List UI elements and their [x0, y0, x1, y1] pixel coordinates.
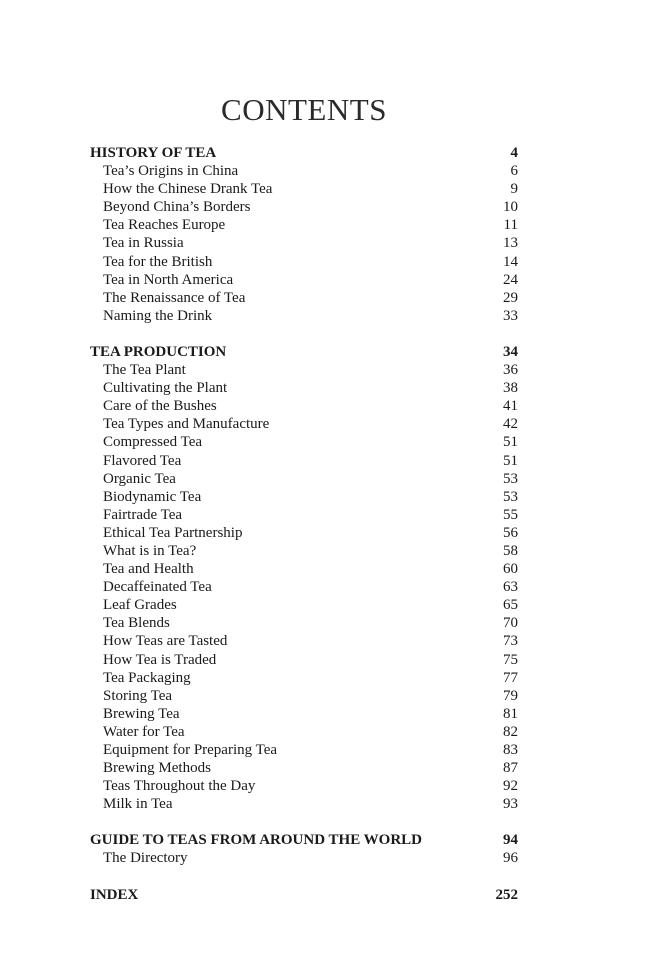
- toc-entry-page-number: 38: [503, 380, 518, 397]
- toc-entry-label: Milk in Tea: [103, 796, 173, 813]
- toc-entry: [90, 433, 518, 451]
- toc-entry-label: Tea Types and Manufacture: [103, 416, 270, 433]
- toc-entry: [90, 723, 518, 741]
- toc-entry: [90, 379, 518, 397]
- toc-entry-page-number: 60: [503, 561, 518, 578]
- toc-entry: [90, 397, 518, 415]
- toc-entry-page-number: 58: [503, 542, 518, 559]
- toc-entry-label: The Tea Plant: [103, 362, 186, 379]
- toc-entry-label: Biodynamic Tea: [103, 488, 202, 505]
- toc-entry: [90, 198, 518, 216]
- toc-entry-page-number: 14: [503, 253, 518, 270]
- toc-entry-page-number: 56: [503, 524, 518, 541]
- toc-entry-page-number: 87: [503, 760, 518, 777]
- toc-entry-page-number: 96: [503, 850, 518, 867]
- toc-entry: [90, 524, 518, 542]
- toc-entry-page-number: 33: [503, 307, 518, 324]
- toc-entry-label: Storing Tea: [103, 687, 173, 704]
- toc-section: [90, 831, 518, 867]
- toc-entry: [90, 578, 518, 596]
- toc-entry: [90, 705, 518, 723]
- toc-entry-label: Water for Tea: [103, 723, 185, 740]
- toc-entry-label: Equipment for Preparing Tea: [103, 742, 278, 758]
- toc-entry-page-number: 92: [503, 778, 518, 795]
- toc-entry-page-number: 51: [503, 434, 518, 451]
- toc-entry-page-number: 51: [503, 452, 518, 469]
- toc-entry-page-number: 81: [503, 705, 518, 722]
- toc-entry-label: What is in Tea?: [103, 542, 197, 559]
- toc-entry-page-number: 73: [503, 633, 518, 650]
- toc-entry-label: How the Chinese Drank Tea: [103, 181, 273, 198]
- toc-entry-label: Tea and Health: [103, 561, 194, 578]
- toc-entry-page-number: 29: [503, 289, 518, 306]
- toc-entry: [90, 488, 518, 506]
- toc-entry-page-number: 6: [510, 163, 518, 180]
- toc-entry-label: The Directory: [103, 850, 188, 867]
- toc-entry: [90, 632, 518, 650]
- toc-entry: [90, 506, 518, 524]
- toc-entry-label: Tea Packaging: [103, 669, 191, 686]
- toc-section-heading: [90, 144, 518, 162]
- toc-heading-label: INDEX: [90, 886, 139, 903]
- toc-entry-label: Naming the Drink: [103, 307, 213, 324]
- toc-entry: [90, 651, 518, 669]
- toc-entry-label: Care of the Bushes: [103, 398, 217, 415]
- toc-entry-label: Leaf Grades: [103, 597, 177, 614]
- toc-entry-label: Cultivating the Plant: [103, 380, 228, 397]
- table-of-contents: [90, 144, 518, 904]
- toc-entry-page-number: 83: [503, 742, 518, 758]
- toc-section: [90, 343, 518, 813]
- toc-entry-label: Fairtrade Tea: [103, 506, 183, 523]
- toc-entry-page-number: 82: [503, 723, 518, 740]
- toc-entry-page-number: 53: [503, 470, 518, 487]
- toc-entry-page-number: 93: [503, 796, 518, 813]
- toc-entry: [90, 849, 518, 867]
- toc-entry-page-number: 24: [503, 271, 518, 288]
- toc-entry-label: Tea in Russia: [103, 235, 184, 252]
- toc-entry: [90, 777, 518, 795]
- toc-entry-label: The Renaissance of Tea: [103, 289, 246, 306]
- toc-entry-page-number: 41: [503, 398, 518, 415]
- toc-entry-label: Decaffeinated Tea: [103, 579, 212, 596]
- toc-entry: [90, 669, 518, 687]
- toc-entry: [90, 470, 518, 488]
- toc-entry-page-number: 79: [503, 687, 518, 704]
- toc-entry-label: Brewing Tea: [103, 705, 180, 722]
- toc-entry-page-number: 75: [503, 651, 518, 668]
- toc-entry: [90, 687, 518, 705]
- toc-entry-page-number: 9: [510, 181, 518, 198]
- toc-entry-page-number: 36: [503, 362, 518, 379]
- toc-entry: [90, 162, 518, 180]
- toc-heading-label: HISTORY OF TEA: [90, 145, 217, 161]
- toc-entry-page-number: 13: [503, 235, 518, 252]
- toc-heading-page-number: 4: [510, 145, 518, 161]
- toc-entry-page-number: 53: [503, 488, 518, 505]
- toc-entry-page-number: 65: [503, 597, 518, 614]
- toc-entry: [90, 795, 518, 813]
- toc-entry-label: How Tea is Traded: [103, 651, 217, 668]
- toc-entry-label: Brewing Methods: [103, 760, 211, 777]
- toc-entry: [90, 253, 518, 271]
- toc-entry: [90, 560, 518, 578]
- toc-entry: [90, 234, 518, 252]
- toc-entry-label: Flavored Tea: [103, 452, 182, 469]
- toc-entry-label: Beyond China’s Borders: [103, 199, 251, 216]
- toc-entry-label: Teas Throughout the Day: [103, 778, 256, 795]
- toc-entry-page-number: 11: [503, 217, 518, 234]
- toc-entry-label: Tea in North America: [103, 271, 234, 288]
- toc-heading-page-number: 34: [503, 343, 518, 360]
- toc-entry: [90, 759, 518, 777]
- toc-entry-label: Organic Tea: [103, 470, 176, 487]
- toc-entry: [90, 415, 518, 433]
- toc-entry-page-number: 55: [503, 506, 518, 523]
- toc-entry-label: Tea’s Origins in China: [103, 163, 239, 180]
- toc-entry-label: Tea for the British: [103, 253, 213, 270]
- toc-entry: [90, 307, 518, 325]
- toc-heading-page-number: 94: [503, 832, 518, 849]
- toc-entry: [90, 271, 518, 289]
- toc-section-heading: [90, 343, 518, 361]
- toc-entry: [90, 452, 518, 470]
- toc-section: [90, 144, 518, 325]
- toc-section-heading: [90, 886, 518, 904]
- toc-entry-label: How Teas are Tasted: [103, 633, 228, 650]
- toc-heading-label: TEA PRODUCTION: [90, 343, 227, 360]
- page-title: CONTENTS: [221, 92, 387, 127]
- toc-entry: [90, 596, 518, 614]
- toc-entry-page-number: 70: [503, 615, 518, 632]
- toc-heading-page-number: 252: [495, 886, 518, 903]
- toc-entry: [90, 542, 518, 560]
- toc-section: [90, 886, 518, 904]
- toc-entry-label: Ethical Tea Partnership: [103, 524, 243, 541]
- toc-entry: [90, 614, 518, 632]
- toc-entry: [90, 741, 518, 759]
- toc-entry: [90, 361, 518, 379]
- toc-entry-page-number: 77: [503, 669, 518, 686]
- toc-entry-label: Tea Reaches Europe: [103, 217, 226, 234]
- toc-entry: [90, 180, 518, 198]
- toc-entry-page-number: 10: [503, 199, 518, 216]
- toc-entry: [90, 216, 518, 234]
- toc-heading-label: GUIDE TO TEAS FROM AROUND THE WORLD: [90, 832, 423, 849]
- toc-entry-page-number: 63: [503, 579, 518, 596]
- toc-entry-label: Compressed Tea: [103, 434, 203, 451]
- toc-entry-page-number: 42: [503, 416, 518, 433]
- toc-entry-label: Tea Blends: [103, 615, 170, 632]
- toc-section-heading: [90, 831, 518, 849]
- toc-entry: [90, 289, 518, 307]
